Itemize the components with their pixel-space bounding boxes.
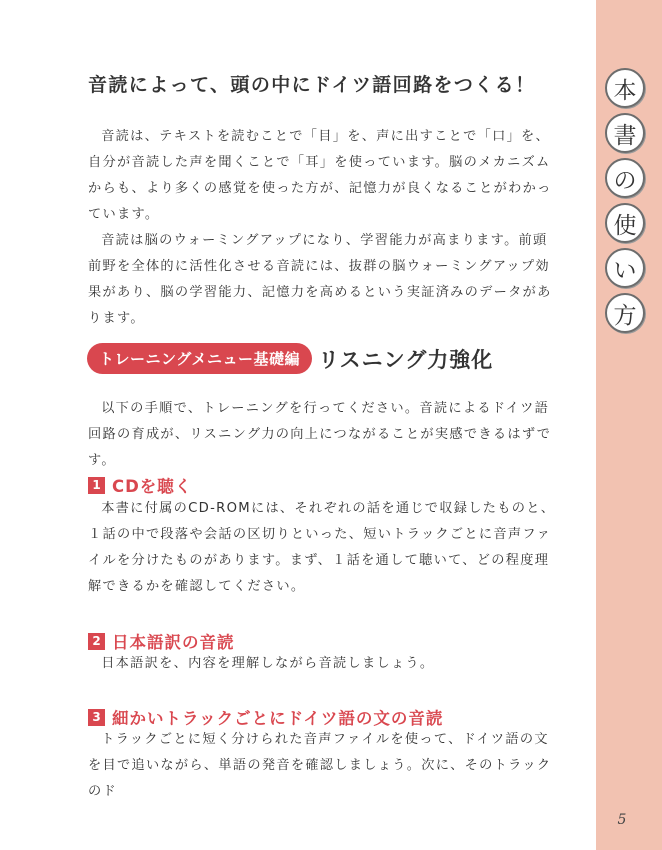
step-2-body: 日本語訳を、内容を理解しながら音読しましょう。 [101, 656, 435, 671]
page-heading: 音読によって、頭の中にドイツ語回路をつくる！ [88, 74, 536, 96]
side-char: い [605, 248, 645, 288]
side-char: 本 [605, 68, 645, 108]
step-title: CDを聴く [112, 477, 193, 496]
step-1-body: 本書に付属のCD-ROMには、それぞれの話を通じで収録したものと、１話の中で段落や会話の区切りといった、短いトラックごとに音声ファイルを分けたものがあります。まず、１話を通して聴いて、どの程度理解できるかを確認してください。 [88, 501, 556, 594]
step-number: 3 [88, 709, 105, 726]
section-header [87, 343, 493, 374]
section-title: リスニング力強化 [318, 347, 494, 372]
intro-paragraph-2: 音読は脳のウォーミングアップになり、学習能力が高まります。前頭前野を全体的に活性化させる音読には、抜群の脳ウォーミングアップ効果があり、脳の学習能力、記憶力を高めるという実証済みのデータがあります。 [88, 233, 552, 326]
step-2-header [88, 629, 235, 653]
side-char: 使 [605, 203, 645, 243]
page-number: 5 [617, 812, 627, 828]
side-char: 方 [605, 293, 645, 333]
step-title: 細かいトラックごとにドイツ語の文の音読 [112, 709, 444, 728]
side-char: 書 [605, 113, 645, 153]
section-intro-paragraph: 以下の手順で、トレーニングを行ってください。音読によるドイツ語回路の育成が、リスニング力の向上につながることが実感できるはずです。 [88, 401, 552, 468]
step-3-header [88, 705, 443, 729]
step-1-header [88, 473, 192, 497]
side-title [600, 68, 650, 338]
section-pill-label: トレーニングメニュー基礎編 [87, 343, 312, 374]
step-3-body: トラックごとに短く分けられた音声ファイルを使って、ドイツ語の文を目で追いながら、単語の発音を確認しましょう。次に、そのトラックのド [88, 732, 552, 799]
side-char: の [605, 158, 645, 198]
step-number: 2 [88, 633, 105, 650]
step-title: 日本語訳の音読 [112, 633, 235, 652]
step-number: 1 [88, 477, 105, 494]
intro-paragraph-1: 音読は、テキストを読むことで「目」を、声に出すことで「口」を、自分が音読した声を聞くことで「耳」を使っています。脳のメカニズムからも、より多くの感覚を使った方が、記憶力が良くなることがわかっています。 [88, 129, 552, 222]
